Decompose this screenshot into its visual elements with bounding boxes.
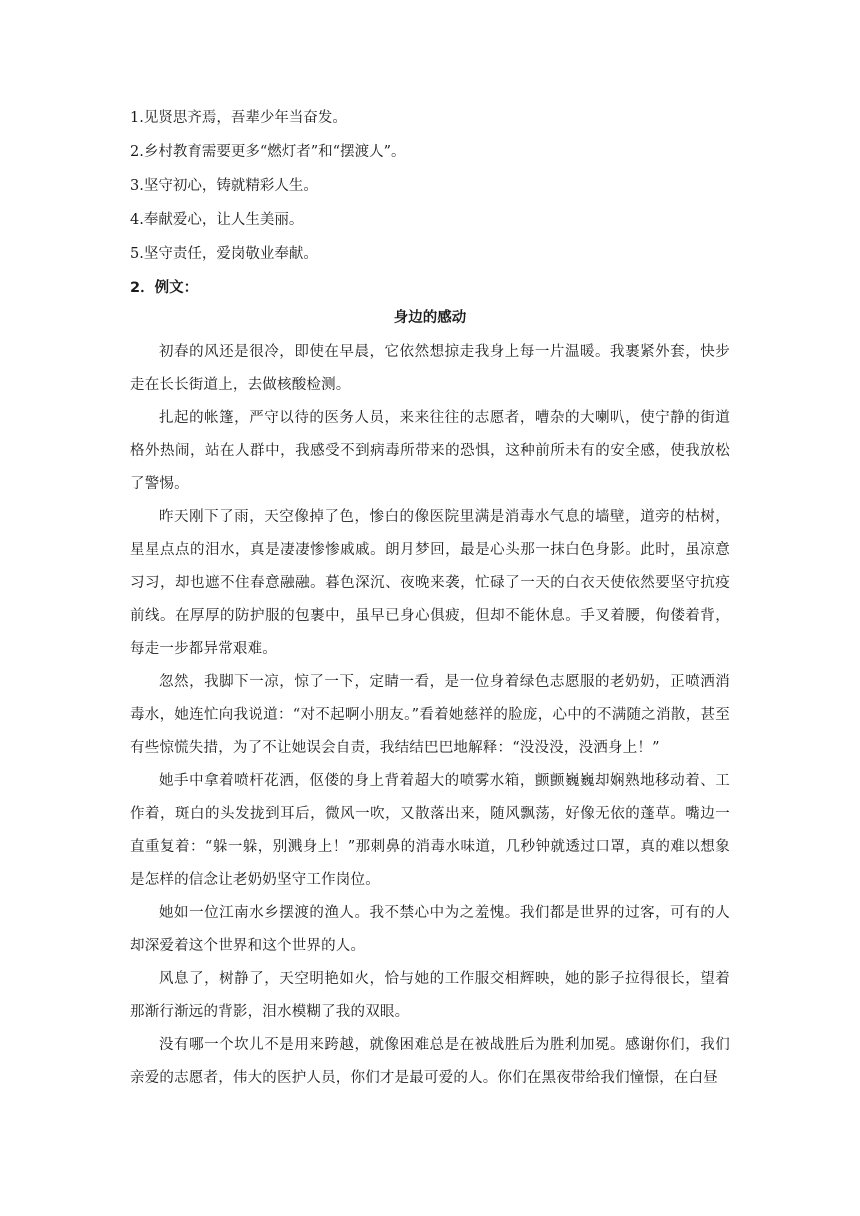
- essay-paragraph-3: 昨天刚下了雨，天空像掉了色，惨白的像医院里满是消毒水气息的墙壁，道旁的枯树，星星点点的泪水，真是凄凄惨惨戚戚。朗月梦回，最是心头那一抹白色身影。此时，虽凉意习习，却也遮不住春意融融。暮色深沉、夜晚来袭，忙碌了一天的白衣天使依然要坚守抗疫前线。在厚厚的防护服的包裹中，虽早已身心俱疲，但却不能休息。手叉着腰，佝偻着背，每走一步都异常艰难。: [130, 509, 730, 657]
- section-label: 2．例文：: [130, 280, 199, 296]
- essay-paragraph-8: 没有哪一个坎儿不是用来跨越，就像困难总是在被战胜后为胜利加冕。感谢你们，我们亲爱的志愿者，伟大的医护人员，你们才是最可爱的人。你们在黑夜带给我们憧憬，在白昼: [130, 1037, 730, 1086]
- essay-paragraph-1: 初春的风还是很冷，即使在早晨，它依然想掠走我身上每一片温暖。我裹紧外套，快步走在长长街道上，去做核酸检测。: [130, 344, 730, 393]
- list-item-3: 3.坚守初心，铸就精彩人生。: [130, 178, 318, 194]
- list-item-2: 2.乡村教育需要更多“燃灯者”和“摆渡人”。: [130, 144, 406, 160]
- list-item-5: 5.坚守责任，爱岗敬业奉献。: [130, 246, 318, 262]
- essay-paragraph-7: 风息了，树静了，天空明艳如火，恰与她的工作服交相辉映，她的影子拉得很长，望着那渐行渐远的背影，泪水模糊了我的双眼。: [130, 971, 730, 1020]
- essay-title: 身边的感动: [393, 310, 467, 326]
- essay-paragraph-4: 忽然，我脚下一凉，惊了一下，定睛一看，是一位身着绿色志愿服的老奶奶，正喷洒消毒水，她连忙向我说道：“对不起啊小朋友。”看着她慈祥的脸庞，心中的不满随之消散，甚至有些惊慌失措，为了不让她误会自责，我结结巴巴地解释：“没没没，没洒身上！”: [130, 674, 730, 756]
- essay-paragraph-2: 扎起的帐篷，严守以待的医务人员，来来往往的志愿者，嘈杂的大喇叭，使宁静的街道格外热闹，站在人群中，我感受不到病毒所带来的恐惧，这种前所未有的安全感，使我放松了警惕。: [130, 410, 730, 492]
- list-item-4: 4.奉献爱心，让人生美丽。: [130, 212, 304, 228]
- list-item-1: 1.见贤思齐焉，吾辈少年当奋发。: [130, 110, 347, 126]
- document-content: [130, 108, 730, 1095]
- essay-paragraph-5: 她手中拿着喷杆花洒，伛偻的身上背着超大的喷雾水箱，颤颤巍巍却娴熟地移动着、工作着，斑白的头发拢到耳后，微风一吹，又散落出来，随风飘荡，好像无依的蓬草。嘴边一直重复着：“躲一躲，别溅身上！”那刺鼻的消毒水味道，几秒钟就透过口罩，真的难以想象是怎样的信念让老奶奶坚守工作岗位。: [130, 773, 730, 888]
- essay-paragraph-6: 她如一位江南水乡摆渡的渔人。我不禁心中为之羞愧。我们都是世界的过客，可有的人却深爱着这个世界和这个世界的人。: [130, 905, 730, 954]
